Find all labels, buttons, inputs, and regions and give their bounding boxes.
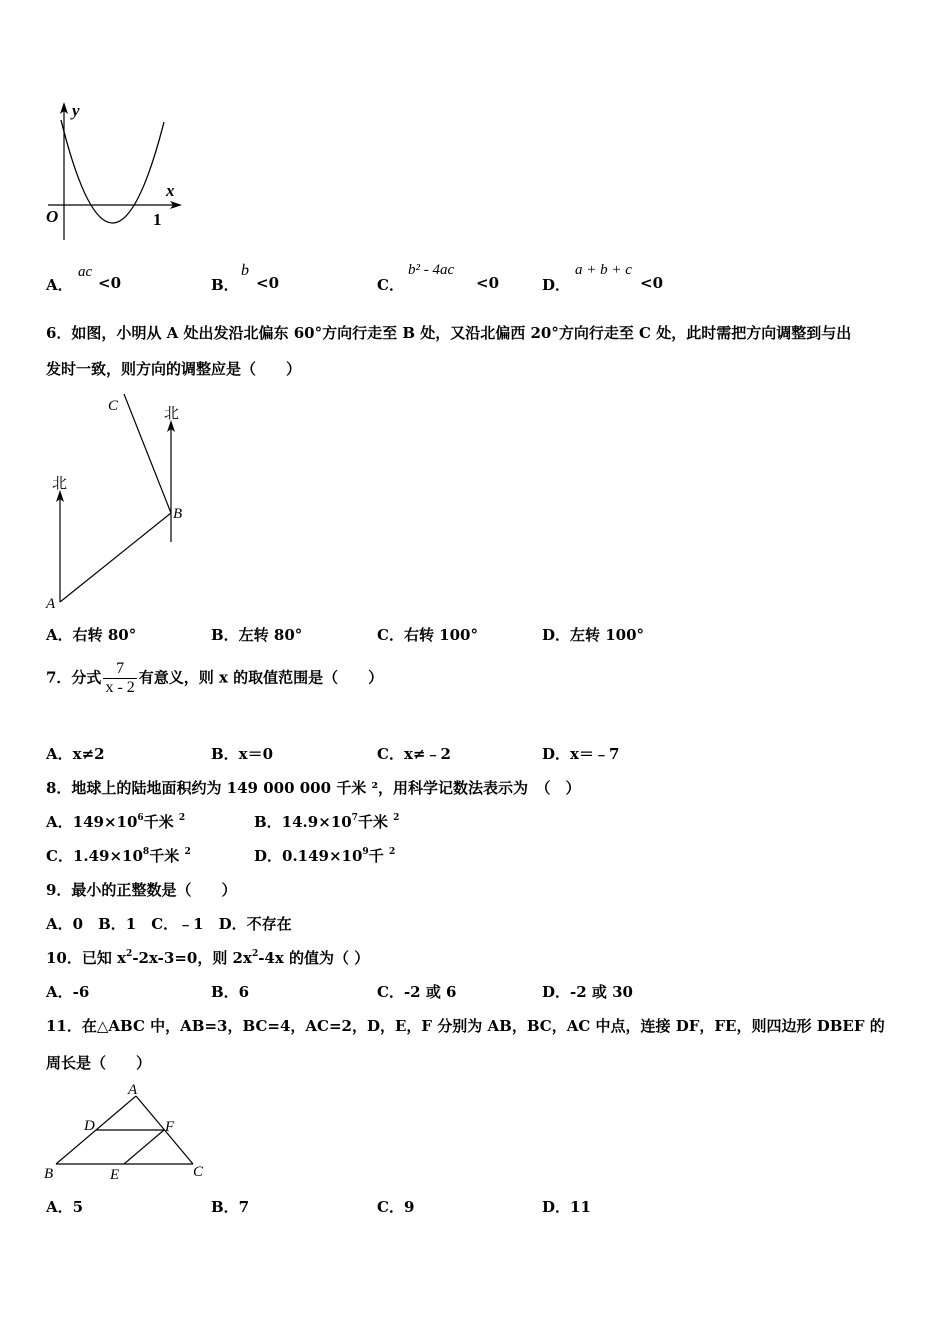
q6-option-b: B．左转 80° [211,626,303,644]
q8-option-b-unit: 千米 [357,813,388,831]
q6-question-line2: 发时一致，则方向的调整应是（ ） [46,360,302,378]
q8-option-a-base: A．149×10 [46,813,138,831]
vertex-b-label: B [44,1166,54,1182]
q10-mid: -2x-3=0，则 2x [132,949,252,967]
q11-option-c: C．9 [377,1198,415,1216]
q5-option-b-rel: <0 [256,274,280,292]
q8-option-c-sq: 2 [184,847,191,857]
q8-option-b-sq: 2 [393,813,400,823]
origin-label: O [46,207,59,226]
q6-option-a: A．右转 80° [46,626,137,644]
q5-option-a-expr: ac [78,264,93,280]
q9-options: A．0 B．1 C．﹣1 D．不存在 [46,915,292,933]
q9-question: 9．最小的正整数是（ ） [46,881,237,899]
q8-option-b [254,811,399,832]
north-label-a: 北 [52,476,68,492]
point-a-label: A [46,596,56,612]
q8-option-c [46,845,191,866]
q5-option-d-expr: a + b + c [575,262,632,278]
q7-prefix: 7．分式 [46,668,102,687]
q5-option-b-letter: B． [211,276,239,294]
q8-option-c-unit: 千米 [149,847,180,865]
vertex-a-label: A [128,1082,138,1098]
q11-triangle-figure [40,1082,215,1182]
q10-question [46,947,369,968]
q11-question-line2: 周长是（ ） [46,1054,152,1072]
q5-option-c-letter: C． [377,276,404,294]
q7-denominator: x - 2 [105,679,135,696]
q5-option-d-rel: <0 [640,274,664,292]
q8-option-a [46,811,185,832]
q8-option-c-exp: 8 [142,847,150,857]
q10-option-c: C．-2 或 6 [377,983,457,1001]
q10-post: -4x 的值为（ ） [258,949,370,967]
vertex-c-label: C [193,1164,204,1180]
q8-option-a-exp: 6 [137,813,144,823]
q5-option-d-letter: D． [542,276,571,294]
q8-option-d-exp: 9 [362,847,369,857]
q6-direction-figure [40,390,200,615]
q10-sq2: 2 [251,949,259,959]
parabola-curve [61,120,164,223]
segment-fe [124,1130,164,1164]
point-b-label: B [173,506,183,522]
q8-option-d-base: D．0.149×10 [254,847,363,865]
point-c-label: C [108,398,119,414]
q10-option-a: A．-6 [46,983,90,1001]
q8-option-d-unit: 千 [368,847,384,865]
q5-option-a-letter: A． [46,276,73,294]
y-axis-label: y [72,101,80,120]
q5-option-c-expr: b² - 4ac [408,262,455,278]
q7-option-b: B．x＝0 [211,745,274,763]
q11-option-a: A．5 [46,1198,84,1216]
q8-option-b-exp: 7 [351,813,358,823]
q8-option-b-base: B．14.9×10 [254,813,352,831]
q11-option-b: B．7 [211,1198,250,1216]
point-d-label: D [84,1118,95,1134]
q8-option-d [254,845,395,866]
q11-question-line1: 11．在△ABC 中，AB=3，BC=4，AC=2，D，E，F 分别为 AB，BC，AC 中点，连接 DF，FE，则四边形 DBEF 的 [46,1017,885,1035]
q7-suffix: 有意义，则 x 的取值范围是（ ） [138,668,384,687]
q10-option-b: B．6 [211,983,250,1001]
point-f-label: F [165,1119,175,1135]
q7-fraction [103,660,136,697]
q7-option-c: C．x≠﹣2 [377,745,451,763]
q11-option-d: D．11 [542,1198,591,1216]
q5-option-a-rel: <0 [98,274,122,292]
q5-option-a [46,274,73,295]
q5-option-c-rel: <0 [476,274,500,292]
q7-numerator: 7 [103,660,136,679]
q10-option-d: D．-2 或 30 [542,983,633,1001]
north-label-b: 北 [164,406,180,422]
q8-option-a-sq: 2 [178,813,186,823]
q10-pre: 10．已知 x [46,949,127,967]
segment-ab [60,513,171,602]
q8-question: 8．地球上的陆地面积约为 149 000 000 千米 ²，用科学记数法表示为 （ ） [46,779,581,797]
q5-option-b-expr: b [241,262,249,279]
q6-option-c: C．右转 100° [377,626,478,644]
tick-label-1: 1 [153,210,162,229]
x-axis-label: x [166,181,175,200]
q7-option-d: D．x＝﹣7 [542,745,620,763]
point-e-label: E [110,1167,120,1182]
q6-option-d: D．左转 100° [542,626,645,644]
q8-option-a-unit: 千米 [143,813,174,831]
q8-option-d-sq: 2 [388,847,396,857]
q7-option-a: A．x≠2 [46,745,105,763]
q8-option-c-base: C．1.49×10 [46,847,143,865]
q6-question-line1: 6．如图，小明从 A 处出发沿北偏东 60°方向行走至 B 处，又沿北偏西 20°方向行走至 C 处，此时需把方向调整到与出 [46,324,852,342]
parabola-graph [40,100,190,245]
q7-question [46,660,383,697]
q10-sq1: 2 [126,949,133,959]
